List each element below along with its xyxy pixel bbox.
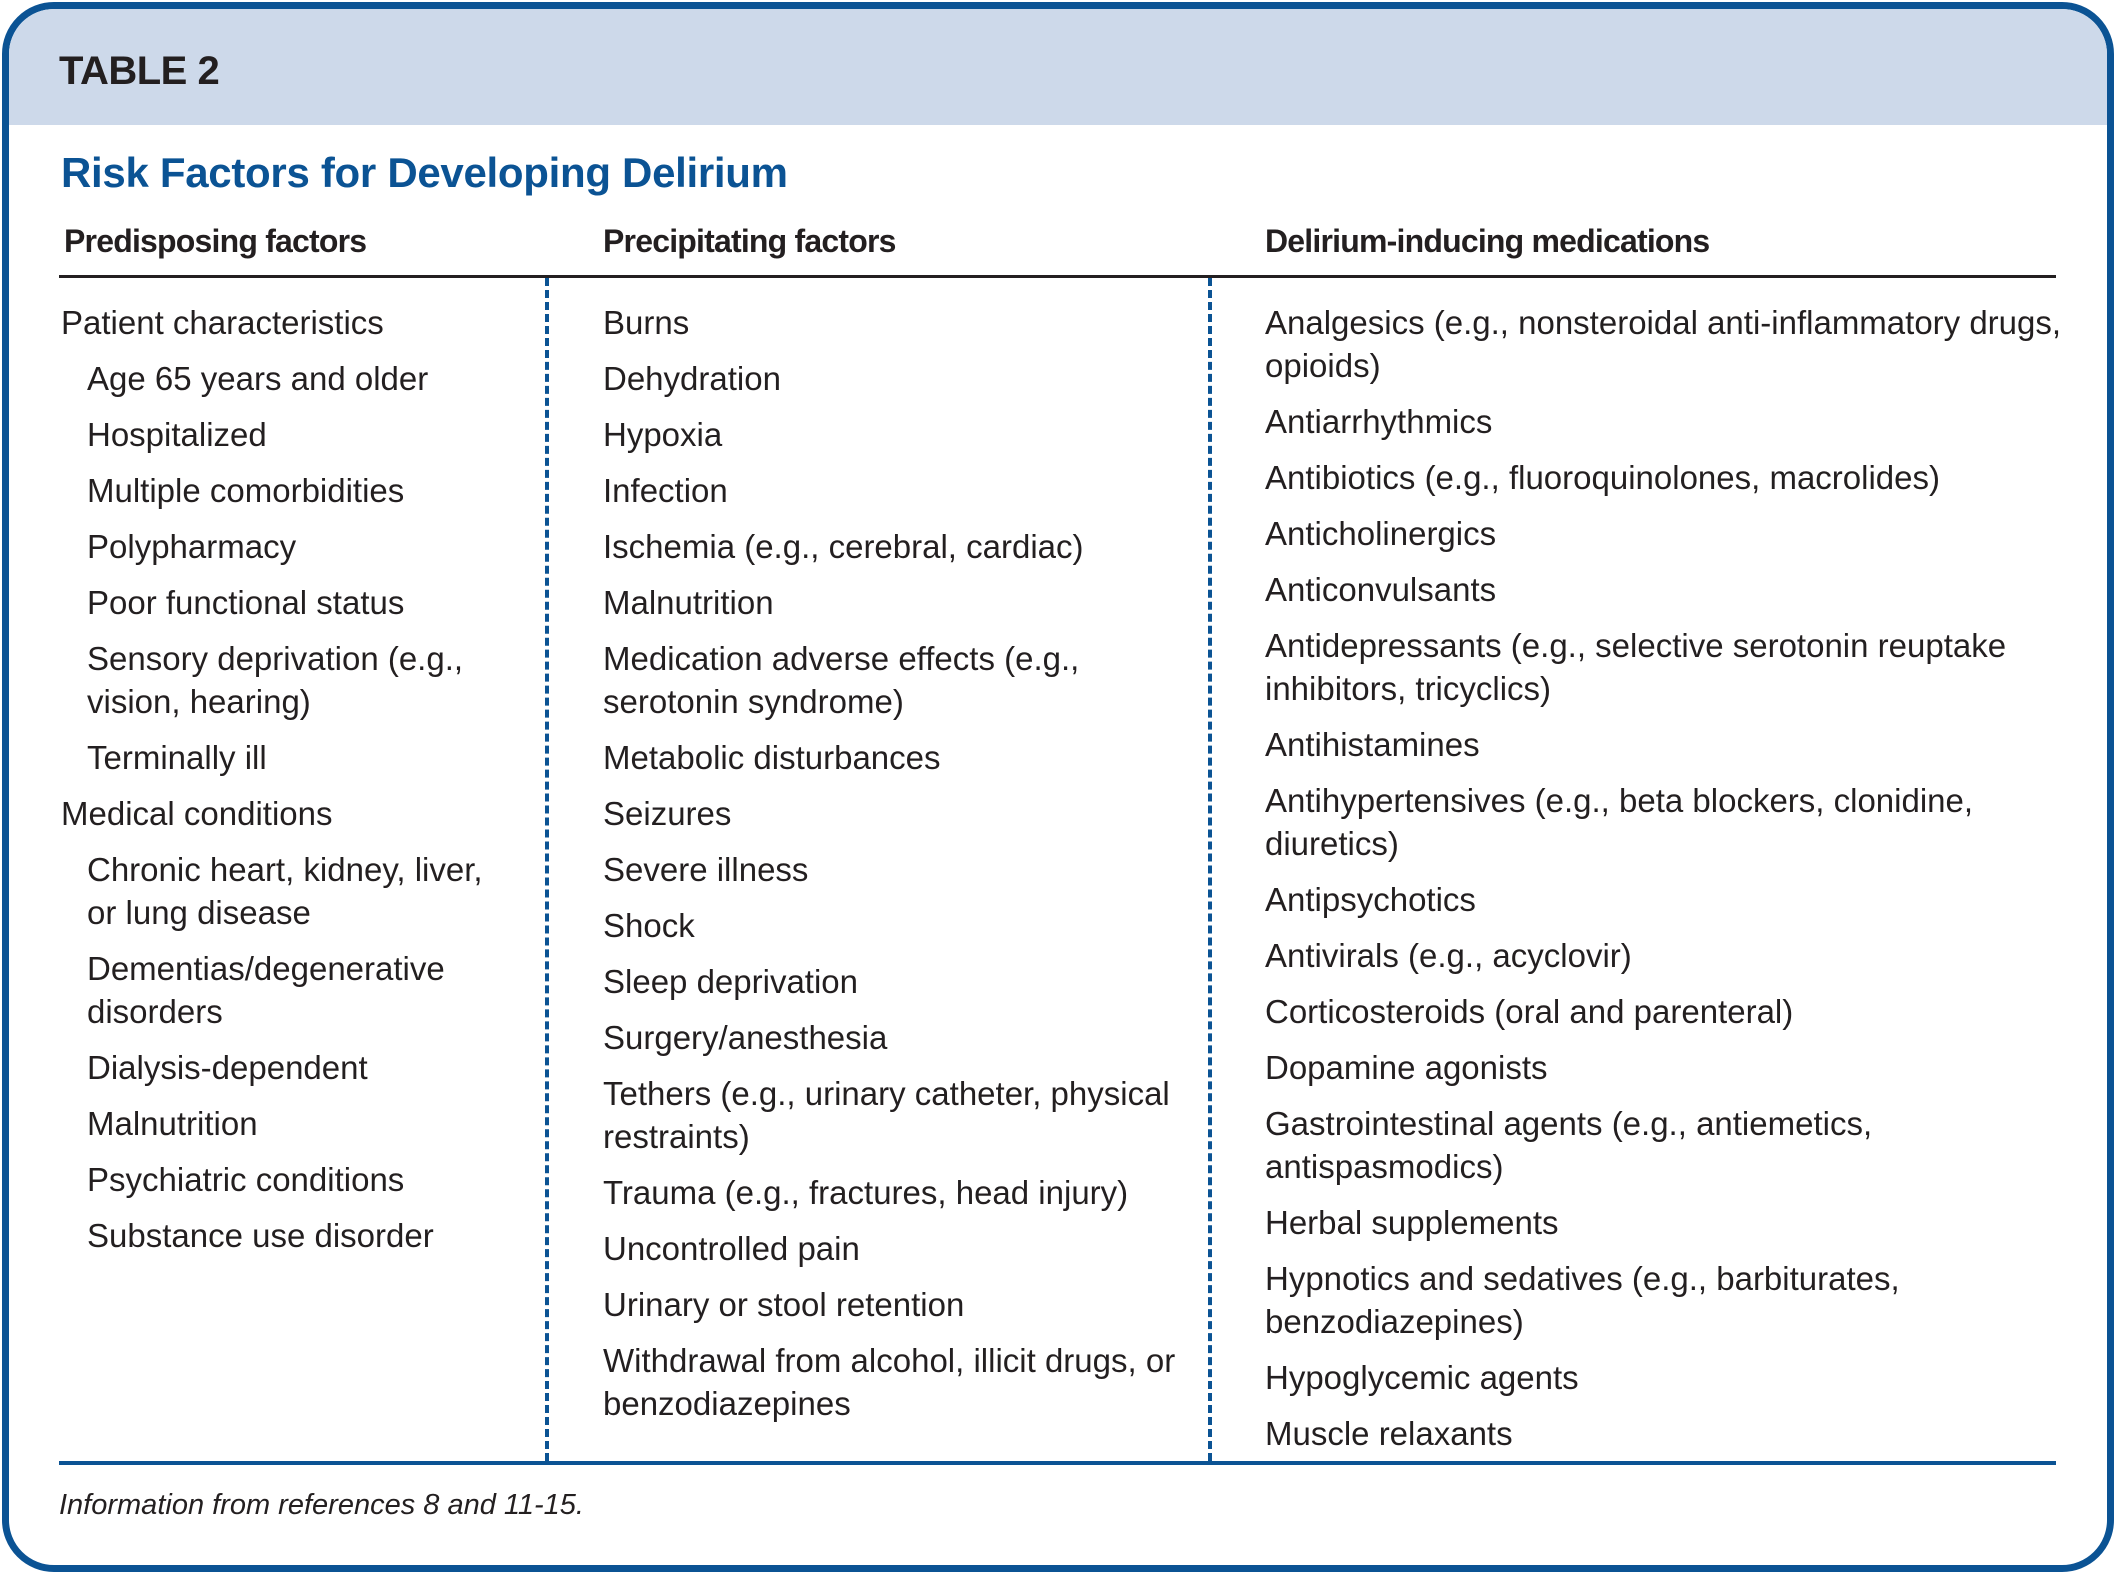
list-item: Antibiotics (e.g., fluoroquinolones, macrolides): [1265, 459, 1941, 496]
list-item: Infection: [603, 472, 728, 509]
precipitating-factors-list: [603, 301, 1193, 1438]
list-item: Dopamine agonists: [1265, 1049, 1548, 1086]
list-item: Dehydration: [603, 360, 781, 397]
list-item: Shock: [603, 907, 695, 944]
header-band: [9, 9, 2107, 125]
list-item: Malnutrition: [603, 584, 774, 621]
list-item: Chronic heart, kidney, liver, or lung disease: [87, 851, 483, 931]
list-item: Antiarrhythmics: [1265, 403, 1493, 440]
list-item: Hypoxia: [603, 416, 723, 453]
list-item: Metabolic disturbances: [603, 739, 941, 776]
list-item: Malnutrition: [87, 1105, 258, 1142]
list-item: Corticosteroids (oral and parenteral): [1265, 993, 1794, 1030]
list-item: Sensory deprivation (e.g., vision, hearing): [87, 640, 464, 720]
column-divider: [1208, 278, 1212, 1461]
column-header-predisposing: Predisposing factors: [64, 223, 367, 259]
list-item: Age 65 years and older: [87, 360, 429, 397]
list-item: Poor functional status: [87, 584, 405, 621]
column-header-medications: Delirium-inducing medications: [1265, 223, 1710, 259]
column-header-precipitating: Precipitating factors: [603, 223, 896, 259]
list-item: Antihypertensives (e.g., beta blockers, clonidine, diuretics): [1265, 782, 1974, 862]
list-item: Antivirals (e.g., acyclovir): [1265, 937, 1632, 974]
predisposing-factors-list: [61, 301, 521, 1270]
list-item: Analgesics (e.g., nonsteroidal anti-inflammatory drugs, opioids): [1265, 304, 2062, 384]
list-item: Seizures: [603, 795, 732, 832]
list-item: Antidepressants (e.g., selective serotonin reuptake inhibitors, tricyclics): [1265, 627, 2007, 707]
list-item: Multiple comorbidities: [87, 472, 405, 509]
list-item: Antihistamines: [1265, 726, 1480, 763]
list-item: Antipsychotics: [1265, 881, 1476, 918]
list-item: Trauma (e.g., fractures, head injury): [603, 1174, 1129, 1211]
header-rule: [59, 275, 2056, 278]
list-item: Ischemia (e.g., cerebral, cardiac): [603, 528, 1084, 565]
list-item: Gastrointestinal agents (e.g., antiemetics, antispasmodics): [1265, 1105, 1873, 1185]
list-item: Medication adverse effects (e.g., serotonin syndrome): [603, 640, 1080, 720]
table-frame: [2, 2, 2114, 1572]
list-item: Urinary or stool retention: [603, 1286, 965, 1323]
list-item: Anticonvulsants: [1265, 571, 1497, 608]
list-item: Psychiatric conditions: [87, 1161, 405, 1198]
medications-list: [1265, 301, 2065, 1468]
list-item: Tethers (e.g., urinary catheter, physical restraints): [603, 1075, 1170, 1155]
list-item: Polypharmacy: [87, 528, 297, 565]
column-divider: [545, 278, 549, 1461]
table-label: TABLE 2: [59, 49, 220, 93]
list-item: Dialysis-dependent: [87, 1049, 368, 1086]
footer-rule: [59, 1461, 2056, 1465]
list-item: Burns: [603, 304, 690, 341]
table-title: Risk Factors for Developing Delirium: [61, 149, 788, 196]
list-item: Hypnotics and sedatives (e.g., barbiturates, benzodiazepines): [1265, 1260, 1900, 1340]
list-item: Uncontrolled pain: [603, 1230, 860, 1267]
list-item: Substance use disorder: [87, 1217, 434, 1254]
list-item: Herbal supplements: [1265, 1204, 1559, 1241]
list-item: Anticholinergics: [1265, 515, 1497, 552]
list-item: Hospitalized: [87, 416, 267, 453]
list-item: Hypoglycemic agents: [1265, 1359, 1579, 1396]
list-item: Muscle relaxants: [1265, 1415, 1513, 1452]
category-heading: Patient characteristics: [61, 304, 384, 341]
category-heading: Medical conditions: [61, 795, 333, 832]
list-item: Severe illness: [603, 851, 809, 888]
footnote: Information from references 8 and 11-15.: [59, 1489, 584, 1521]
list-item: Surgery/anesthesia: [603, 1019, 888, 1056]
list-item: Sleep deprivation: [603, 963, 859, 1000]
list-item: Withdrawal from alcohol, illicit drugs, or benzodiazepines: [603, 1342, 1176, 1422]
list-item: Dementias/degenerative disorders: [87, 950, 445, 1030]
list-item: Terminally ill: [87, 739, 267, 776]
